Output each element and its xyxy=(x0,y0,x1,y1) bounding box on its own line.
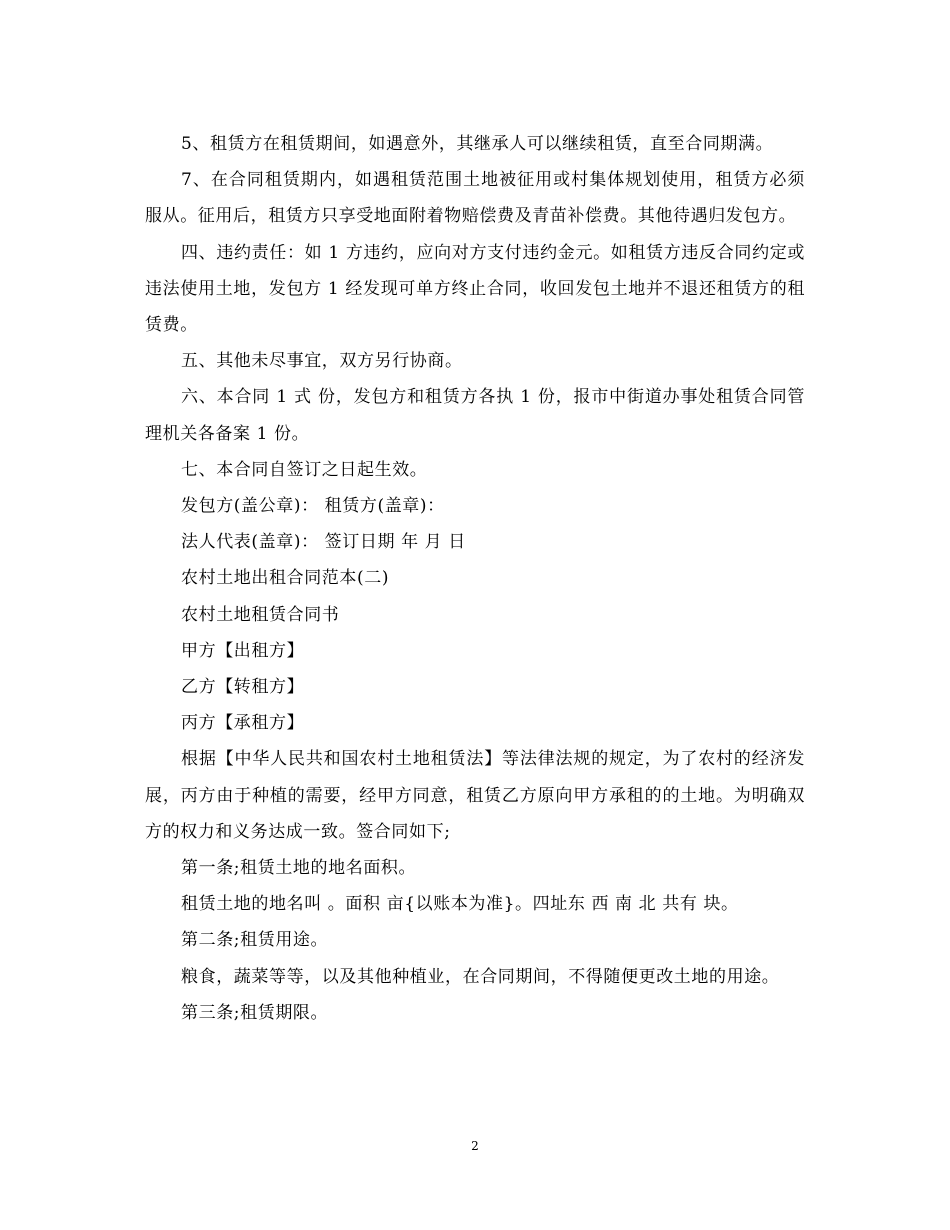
paragraph-clause-5: 5、租赁方在租赁期间，如遇意外，其继承人可以继续租赁，直至合同期满。 xyxy=(181,134,774,154)
paragraph-preamble: 根据【中华人民共和国农村土地租赁法】等法律法规的规定，为了农村的经济发展，丙方由于种植的需要，经甲方同意，租赁乙方原向甲方承租的的土地。为明确双方的权力和义务达成一致。签合同如下; xyxy=(145,749,805,842)
page-number: 2 xyxy=(471,1139,479,1153)
party-a: 甲方【出租方】 xyxy=(181,640,305,661)
contract-title: 农村土地租赁合同书 xyxy=(181,604,340,625)
paragraph-clause-7: 7、在合同租赁期内，如遇租赁范围土地被征用或村集体规划使用，租赁方必须服从。征用后，租赁方只享受地面附着物赔偿费及青苗补偿费。其他待遇归发包方。 xyxy=(145,170,805,227)
party-b: 乙方【转租方】 xyxy=(181,677,305,698)
document-body xyxy=(145,126,805,1031)
signature-line-parties: 发包方(盖公章)： 租赁方(盖章)： xyxy=(181,496,445,517)
article-2-body: 粮食，蔬菜等等，以及其他种植业，在合同期间，不得随便更改土地的用途。 xyxy=(181,966,780,987)
paragraph-copies: 六、本合同 1 式 份，发包方和租赁方各执 1 份，报市中街道办事处租赁合同管理机关各备案 1 份。 xyxy=(145,387,805,444)
paragraph-breach-liability: 四、违约责任：如 1 方违约，应向对方支付违约金元。如租赁方违反合同约定或违法使用土地，发包方 1 经发现可单方终止合同，收回发包土地并不退还租赁方的租赁费。 xyxy=(145,242,805,336)
paragraph-other-matters: 五、其他未尽事宜，双方另行协商。 xyxy=(181,351,463,372)
article-1-heading: 第一条;租赁土地的地名面积。 xyxy=(181,858,417,879)
section-title: 农村土地出租合同范本(二) xyxy=(181,568,390,589)
article-2-heading: 第二条;租赁用途。 xyxy=(181,930,329,951)
signature-line-date: 法人代表(盖章)： 签订日期 年 月 日 xyxy=(181,532,466,553)
paragraph-effective: 七、本合同自签订之日起生效。 xyxy=(181,459,428,480)
party-c: 丙方【承租方】 xyxy=(181,713,305,734)
article-1-body: 租赁土地的地名叫 。面积 亩{以账本为准}。四址东 西 南 北 共有 块。 xyxy=(181,894,739,915)
article-3-heading: 第三条;租赁期限。 xyxy=(181,1002,329,1023)
